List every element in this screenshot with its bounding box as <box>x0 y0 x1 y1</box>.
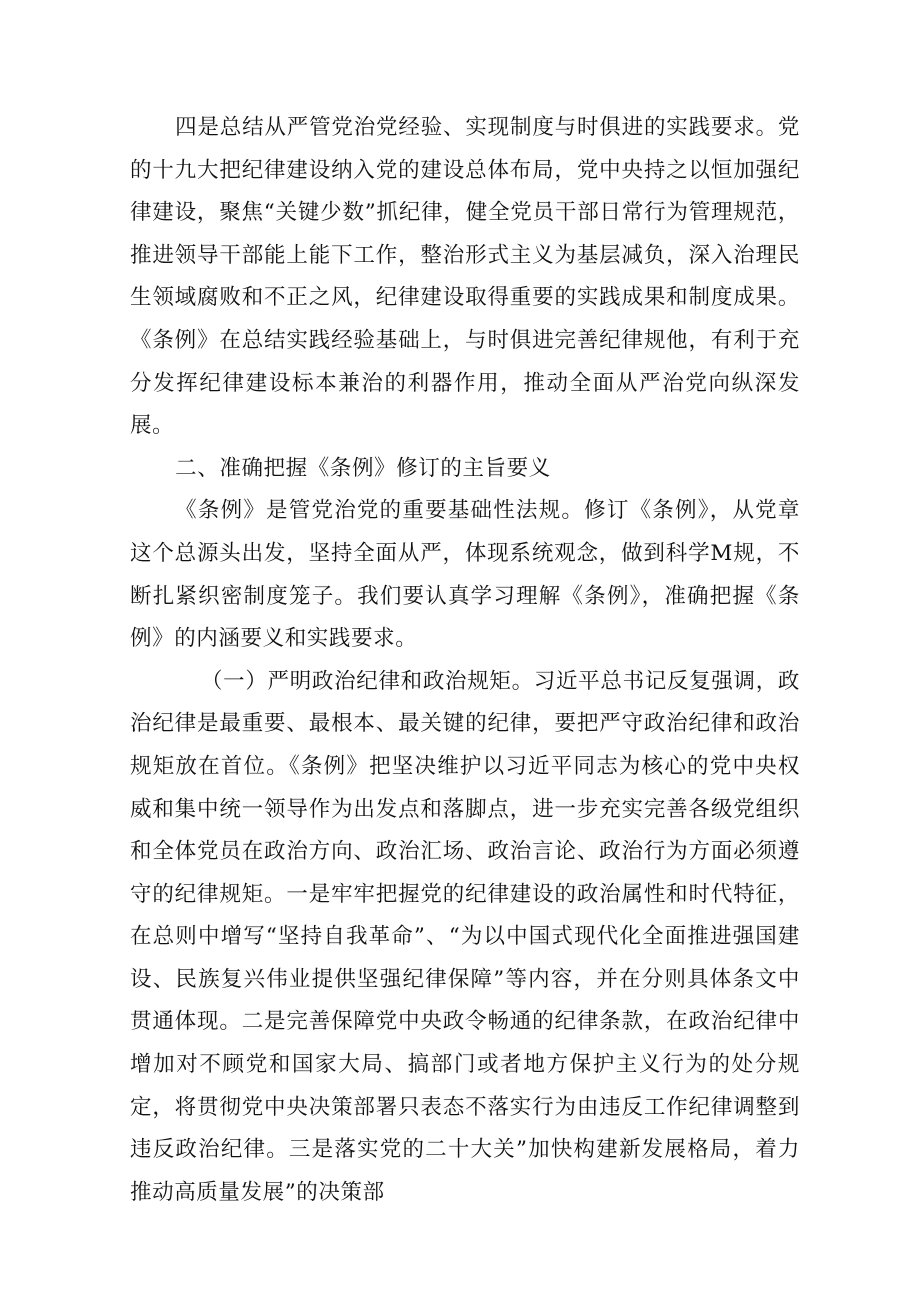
paragraph-regulations-overview: 《条例》是管党治党的重要基础性法规。修订《条例》，从党章这个总源头出发，坚持全面从严，体现系统观念，做到科学M规，不断扎紧织密制度笼子。我们要认真学习理解《条例》，准确把握《条例》的内涵要义和实践要求。 <box>130 498 800 652</box>
paragraph-practice-requirements: 四是总结从严管党治党经验、实现制度与时俱进的实践要求。党的十九大把纪律建设纳入党的建设总体布局，党中央持之以恒加强纪律建设，聚焦“关键少数”抓纪律，健全党员干部日常行为管理规范，推进领导干部能上能下工作，整治形式主义为基层减负，深入治理民生领域腐败和不正之风，纪律建设取得重要的实践成果和制度成果。《条例》在总结实践经验基础上，与时俱进完善纪律规他，有利于充分发挥纪律建设标本兼治的利器作用，推动全面从严治党向纵深发展。 <box>130 115 800 439</box>
document-body <box>130 107 800 1214</box>
paragraph-political-discipline: （一）严明政治纪律和政治规矩。习近平总书记反复强调，政治纪律是最重要、最根本、最关键的纪律，要把严守政治纪律和政治规矩放在首位。《条例》把坚决维护以习近平同志为核心的党中央权威和集中统一领导作为出发点和落脚点，进一步充实完善各级党组织和全体党员在政治方向、政治汇场、政治言论、政治行为方面必须遵守的纪律规矩。一是牢牢把握党的纪律建设的政治属性和时代特征，在总则中增写“坚持自我革命”、“为以中国式现代化全面推进强国建设、民族复兴伟业提供坚强纪律保障”等内容，并在分则具体条文中贯通体现。二是完善保障党中央政令畅通的纪律条款，在政治纪律中增加对不顾党和国家大局、搞部门或者地方保护主义行为的处分规定，将贯彻党中央决策部署只表态不落实行为由违反工作纪律调整到违反政治纪律。三是落实党的二十大关”加快构建新发展格局，着力推动高质量发展”的决策部 <box>130 668 800 1205</box>
section-heading: 二、准确把握《条例》修订的主旨要义 <box>175 455 551 481</box>
